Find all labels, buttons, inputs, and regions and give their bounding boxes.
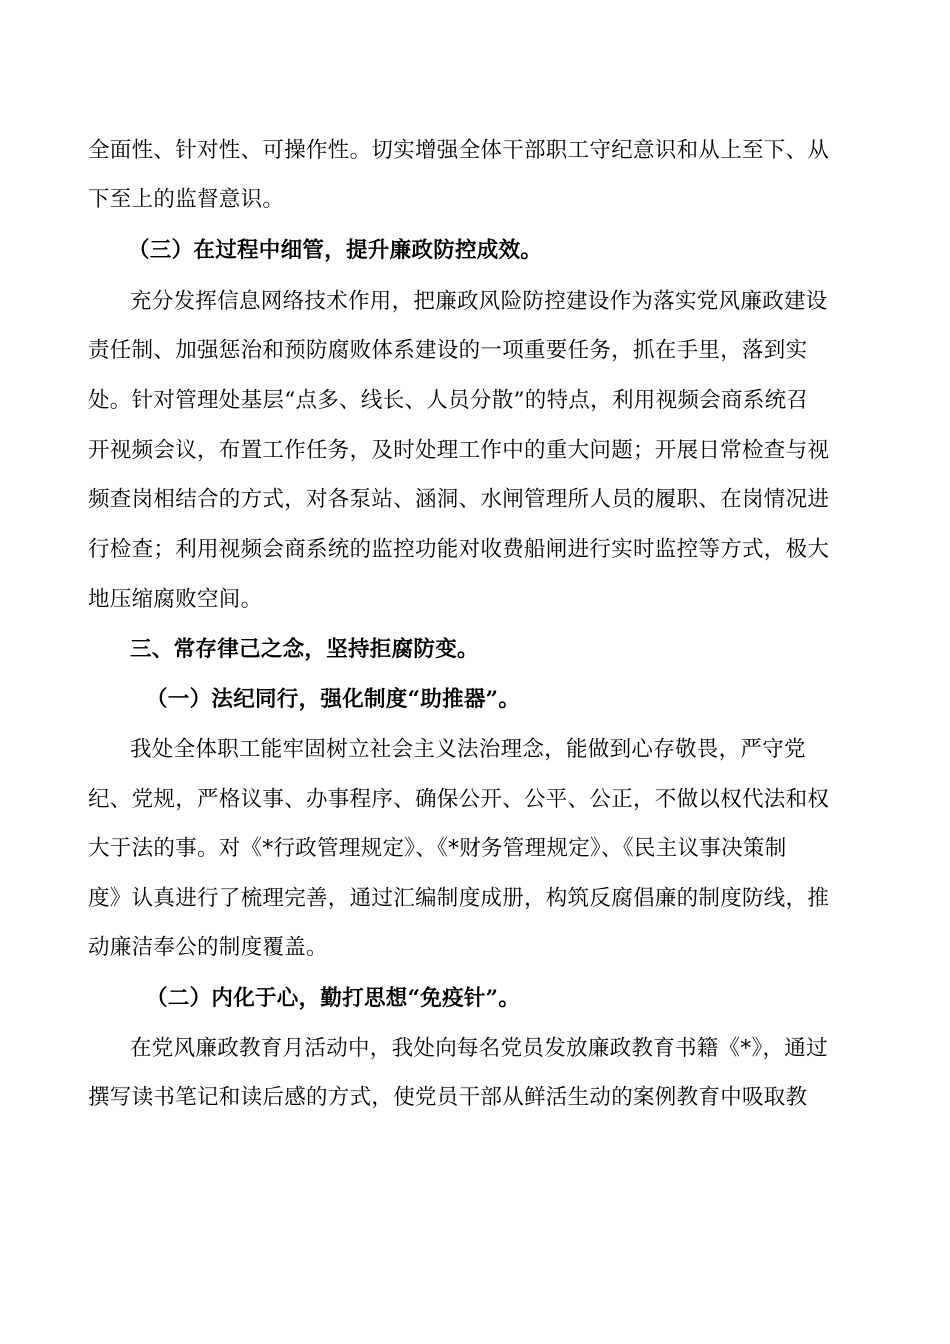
text-line: 地压缩腐败空间。 [88, 587, 263, 612]
section-heading: （二）内化于心，勤打思想“免疫针”。 [146, 986, 521, 1011]
paragraph-first-line: 充分发挥信息网络技术作用，把廉政风险防控建设作为落实党风廉政建设 [130, 289, 828, 314]
text-line: 责任制、加强惩治和预防腐败体系建设的一项重要任务，抓在手里，落到实 [88, 338, 808, 363]
paragraph-first-line: 在党风廉政教育月活动中，我处向每名党员发放廉政教育书籍《*》，通过 [130, 1036, 828, 1061]
section-heading: （一）法纪同行，强化制度“助推器”。 [146, 687, 521, 712]
text-line: 大于法的事。对《*行政管理规定》、《*财务管理规定》、《民主议事决策制 [88, 836, 787, 861]
text-line: 纪、党规，严格议事、办事程序、确保公开、公平、公正，不做以权代法和权 [88, 787, 830, 812]
text-line: 频查岗相结合的方式，对各泵站、涵洞、水闸管理所人员的履职、在岗情况进 [88, 487, 830, 512]
text-line: 撰写读书笔记和读后感的方式，使党员干部从鲜活生动的案例教育中吸取教 [88, 1085, 808, 1110]
text-line: 动廉洁奉公的制度覆盖。 [88, 935, 328, 960]
paragraph-first-line: 我处全体职工能牢固树立社会主义法治理念，能做到心存敬畏，严守党 [130, 737, 806, 762]
text-line: 处。针对管理处基层“点多、线长、人员分散”的特点，利用视频会商系统召 [88, 388, 809, 413]
text-line: 全面性、针对性、可操作性。切实增强全体干部职工守纪意识和从上至下、从 [88, 138, 830, 163]
text-line: 度》认真进行了梳理完善，通过汇编制度成册，构筑反腐倡廉的制度防线，推 [88, 886, 830, 911]
text-line: 行检查；利用视频会商系统的监控功能对收费船闸进行实时监控等方式，极大 [88, 537, 830, 562]
text-line: 下至上的监督意识。 [88, 187, 285, 212]
section-heading: （三）在过程中细管，提升廉政防控成效。 [128, 238, 543, 263]
text-line: 开视频会议，布置工作任务，及时处理工作中的重大问题；开展日常检查与视 [88, 438, 830, 463]
chapter-heading: 三、常存律己之念，坚持拒腐防变。 [130, 637, 479, 662]
